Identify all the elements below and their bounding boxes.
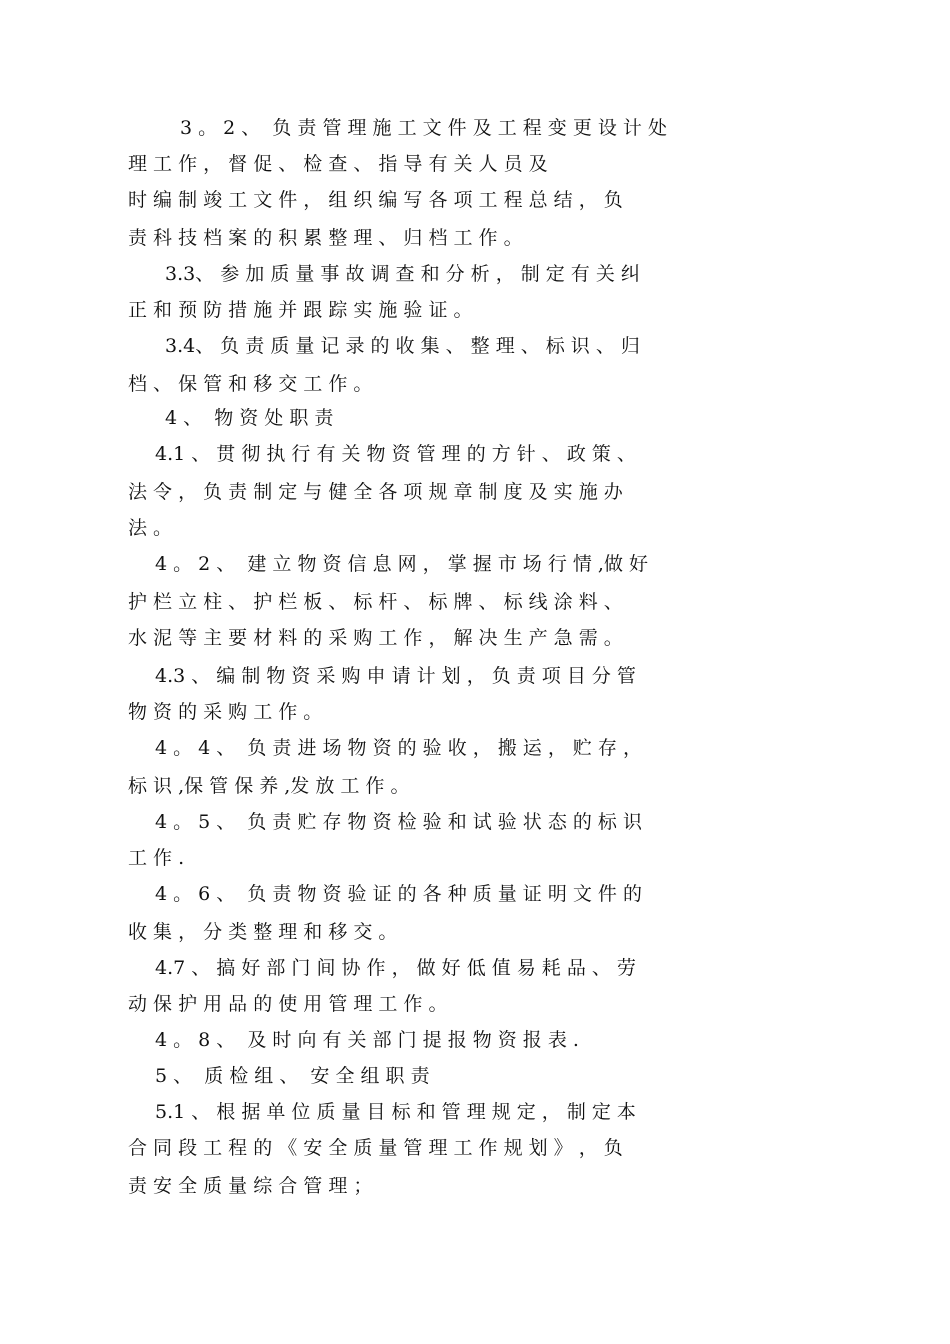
text-line: 4 。 8 、 及 时 向 有 关 部 门 提 报 物 资 报 表 . xyxy=(155,1029,579,1051)
text-line: 4.7 、 搞 好 部 门 间 协 作 ， 做 好 低 值 易 耗 品 、 劳 xyxy=(155,957,636,979)
text-line: 3.4、 负 责 质 量 记 录 的 收 集 、 整 理 、 标 识 、 归 xyxy=(165,335,640,357)
text-line: 4 。 5 、 负 责 贮 存 物 资 检 验 和 试 验 状 态 的 标 识 xyxy=(155,811,642,833)
text-line: 护 栏 立 柱 、 护 栏 板 、 标 杆 、 标 牌 、 标 线 涂 料 、 xyxy=(128,591,623,613)
text-line: 责 科 技 档 案 的 积 累 整 理 、 归 档 工 作 。 xyxy=(128,227,523,249)
text-line: 合 同 段 工 程 的 《 安 全 质 量 管 理 工 作 规 划 》 ， 负 xyxy=(128,1137,623,1159)
text-line: 4.3 、 编 制 物 资 采 购 申 请 计 划 ， 负 责 项 目 分 管 xyxy=(155,665,636,687)
text-line: 物 资 的 采 购 工 作 。 xyxy=(128,701,323,723)
text-line: 3.3、 参 加 质 量 事 故 调 查 和 分 析 ， 制 定 有 关 纠 xyxy=(165,263,640,285)
text-line: 工 作 . xyxy=(128,847,185,869)
text-line: 4 。 2 、 建 立 物 资 信 息 网 ， 掌 握 市 场 行 情 ,做 好 xyxy=(155,553,649,575)
text-line: 法 令 ， 负 责 制 定 与 健 全 各 项 规 章 制 度 及 实 施 办 xyxy=(128,481,623,503)
text-line: 收 集 ， 分 类 整 理 和 移 交 。 xyxy=(128,921,398,943)
text-line: 档 、 保 管 和 移 交 工 作 。 xyxy=(128,373,373,395)
text-line: 4.1 、 贯 彻 执 行 有 关 物 资 管 理 的 方 针 、 政 策 、 xyxy=(155,443,636,465)
text-line: 理 工 作 ， 督 促 、 检 查 、 指 导 有 关 人 员 及 xyxy=(128,153,548,175)
section-heading: 4 、 物 资 处 职 责 xyxy=(165,407,334,429)
text-line: 标 识 ,保 管 保 养 ,发 放 工 作 。 xyxy=(128,775,410,797)
text-line: 4 。 4 、 负 责 进 场 物 资 的 验 收 ， 搬 运 ， 贮 存 ， xyxy=(155,737,642,759)
text-line: 正 和 预 防 措 施 并 跟 踪 实 施 验 证 。 xyxy=(128,299,473,321)
text-line: 4 。 6 、 负 责 物 资 验 证 的 各 种 质 量 证 明 文 件 的 xyxy=(155,883,642,905)
text-line: 法 。 xyxy=(128,517,173,539)
section-heading: 5 、 质 检 组 、 安 全 组 职 责 xyxy=(155,1065,430,1087)
text-line: 5.1 、 根 据 单 位 质 量 目 标 和 管 理 规 定 ， 制 定 本 xyxy=(155,1101,636,1123)
text-line: 时 编 制 竣 工 文 件 ， 组 织 编 写 各 项 工 程 总 结 ， 负 xyxy=(128,189,623,211)
text-line: 责 安 全 质 量 综 合 管 理 ； xyxy=(128,1175,373,1197)
text-line: 动 保 护 用 品 的 使 用 管 理 工 作 。 xyxy=(128,993,448,1015)
text-line: 水 泥 等 主 要 材 料 的 采 购 工 作 ， 解 决 生 产 急 需 。 xyxy=(128,627,623,649)
text-line: 3 。 2 、 负 责 管 理 施 工 文 件 及 工 程 变 更 设 计 处 xyxy=(180,117,667,139)
